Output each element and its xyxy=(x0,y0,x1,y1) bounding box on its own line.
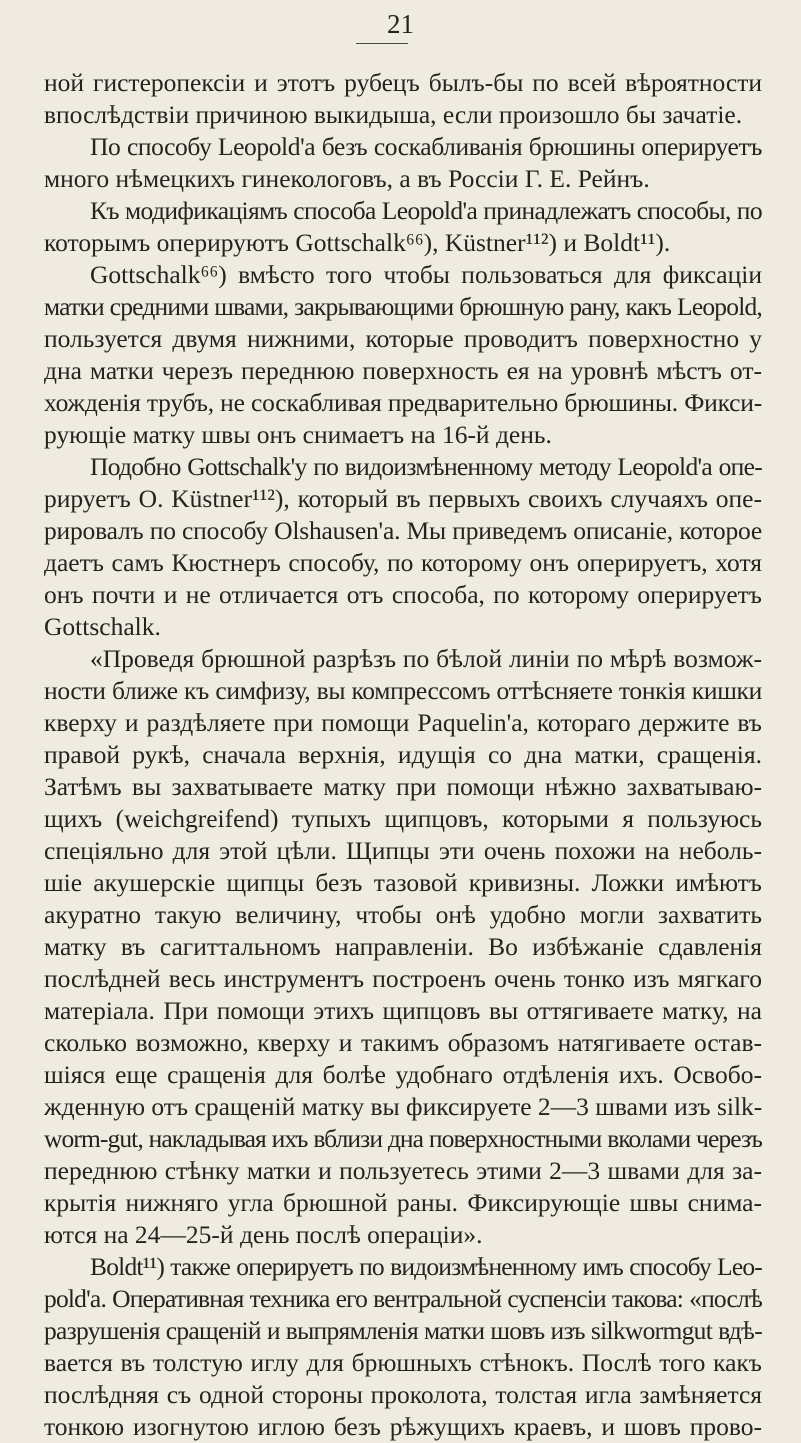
text-line: Gottschalk⁶⁶) вмѣсто того чтобы пользоваться для фиксаціи xyxy=(90,260,762,289)
text-line: «Проведя брюшной разрѣзъ по бѣлой линіи по мѣрѣ возмож- xyxy=(90,644,762,673)
text-line: спеціяльно для этой цѣли. Щипцы эти очень похожи на неболь- xyxy=(44,836,762,865)
text-line: акуратно такую величину, чтобы онѣ удобно могли захватить xyxy=(44,900,762,929)
text-line: Къ модификаціямъ способа Leopold'а принадлежатъ способы, по xyxy=(90,196,762,225)
text-line: ной гистеропексіи и этотъ рубецъ былъ-бы по всей вѣроятности xyxy=(44,68,762,97)
text-line: хожденія трубъ, не соскабливая предварительно брюшины. Фикси- xyxy=(44,388,762,417)
text-line: пользуется двумя нижними, которые проводитъ поверхностно у xyxy=(44,324,762,353)
text-line: послѣдняя съ одной стороны проколота, толстая игла замѣняется xyxy=(44,1380,762,1409)
text-line: сколько возможно, кверху и такимъ образомъ натягиваете остав- xyxy=(44,1028,762,1057)
text-line: послѣдней весь инструментъ построенъ очень тонко изъ мягкаго xyxy=(44,964,762,993)
text-line: жденную отъ сращеній матку вы фиксируете 2—3 швами изъ silk- xyxy=(44,1092,762,1121)
text-line: впослѣдствіи причиною выкидыша, если произошло бы зачатіе. xyxy=(44,100,743,129)
text-line: матку въ сагиттальномъ направленіи. Во избѣжаніе сдавленія xyxy=(44,932,762,961)
text-line: кверху и раздѣляете при помощи Paquelin'а, котораго держите въ xyxy=(44,708,762,737)
text-line: матеріала. При помощи этихъ щипцовъ вы оттягиваете матку, на xyxy=(44,996,762,1025)
text-line: Подобно Gottschalk'у по видоизмѣненному методу Leopold'а опе- xyxy=(90,452,762,481)
text-line: рируетъ O. Küstner¹¹²), который въ первыхъ своихъ случаяхъ опе- xyxy=(44,484,762,513)
text-line: матки средними швами, закрывающими брюшную рану, какъ Leopold, xyxy=(44,292,762,321)
text-line: pold'а. Оперативная техника его вентральной суспенсіи такова: «послѣ xyxy=(44,1284,762,1313)
text-line: Gottschalk. xyxy=(44,612,161,641)
text-line: переднюю стѣнку матки и пользуетесь этими 2—3 швами для за- xyxy=(44,1156,762,1185)
text-line: рующіе матку швы онъ снимаетъ на 16-й день. xyxy=(44,420,552,449)
page-number: 21 xyxy=(387,9,414,39)
text-line: По способу Leopold'а безъ соскабливанія брюшины оперируетъ xyxy=(90,132,762,161)
text-line: дна матки черезъ переднюю поверхность ея на уровнѣ мѣстъ от- xyxy=(44,356,762,385)
text-line: которымъ оперируютъ Gottschalk⁶⁶), Küstner¹¹²) и Boldt¹¹). xyxy=(44,228,671,257)
text-line: много нѣмецкихъ гинекологовъ, а въ Россіи Г. Е. Рейнъ. xyxy=(44,164,650,193)
text-line: шіе акушерскіе щипцы безъ тазовой кривизны. Ложки имѣютъ xyxy=(44,868,762,897)
text-line: шіяся еще сращенія для болѣе удобнаго отдѣленія ихъ. Освобо- xyxy=(44,1060,762,1089)
text-line: даетъ самъ Кюстнеръ способу, по которому онъ оперируетъ, хотя xyxy=(44,548,762,577)
text-line: рировалъ по способу Olshausen'а. Мы приведемъ описаніе, которое xyxy=(44,516,762,545)
text-line: тонкою изогнутою иглою безъ рѣжущихъ краевъ, и шовъ прово- xyxy=(44,1412,762,1441)
text-line: разрушенія сращеній и выпрямленія матки шовъ изъ silkwormgut вдѣ- xyxy=(44,1316,762,1345)
text-line: щихъ (weichgreifend) тупыхъ щипцовъ, которыми я пользуюсь xyxy=(44,804,762,833)
page-number-rule xyxy=(356,43,408,44)
text-line: Boldt¹¹) также оперируетъ по видоизмѣненному имъ способу Leo- xyxy=(90,1252,762,1281)
text-line: онъ почти и не отличается отъ способа, по которому оперируетъ xyxy=(44,580,762,609)
text-line: крытія нижняго угла брюшной раны. Фиксирующіе швы снима- xyxy=(44,1188,762,1217)
text-line: ются на 24—25-й день послѣ операціи». xyxy=(44,1220,483,1249)
text-line: правой рукѣ, сначала верхнія, идущія со дна матки, сращенія. xyxy=(44,740,762,769)
text-line: вается въ толстую иглу для брюшныхъ стѣнокъ. Послѣ того какъ xyxy=(44,1348,762,1377)
text-line: worm-gut, накладывая ихъ вблизи дна поверхностными вколами черезъ xyxy=(44,1124,762,1153)
body-text xyxy=(44,67,762,1443)
text-line: Затѣмъ вы захватываете матку при помощи нѣжно захватываю- xyxy=(44,772,762,801)
text-line: ности ближе къ симфизу, вы компрессомъ оттѣсняете тонкія кишки xyxy=(44,676,762,705)
